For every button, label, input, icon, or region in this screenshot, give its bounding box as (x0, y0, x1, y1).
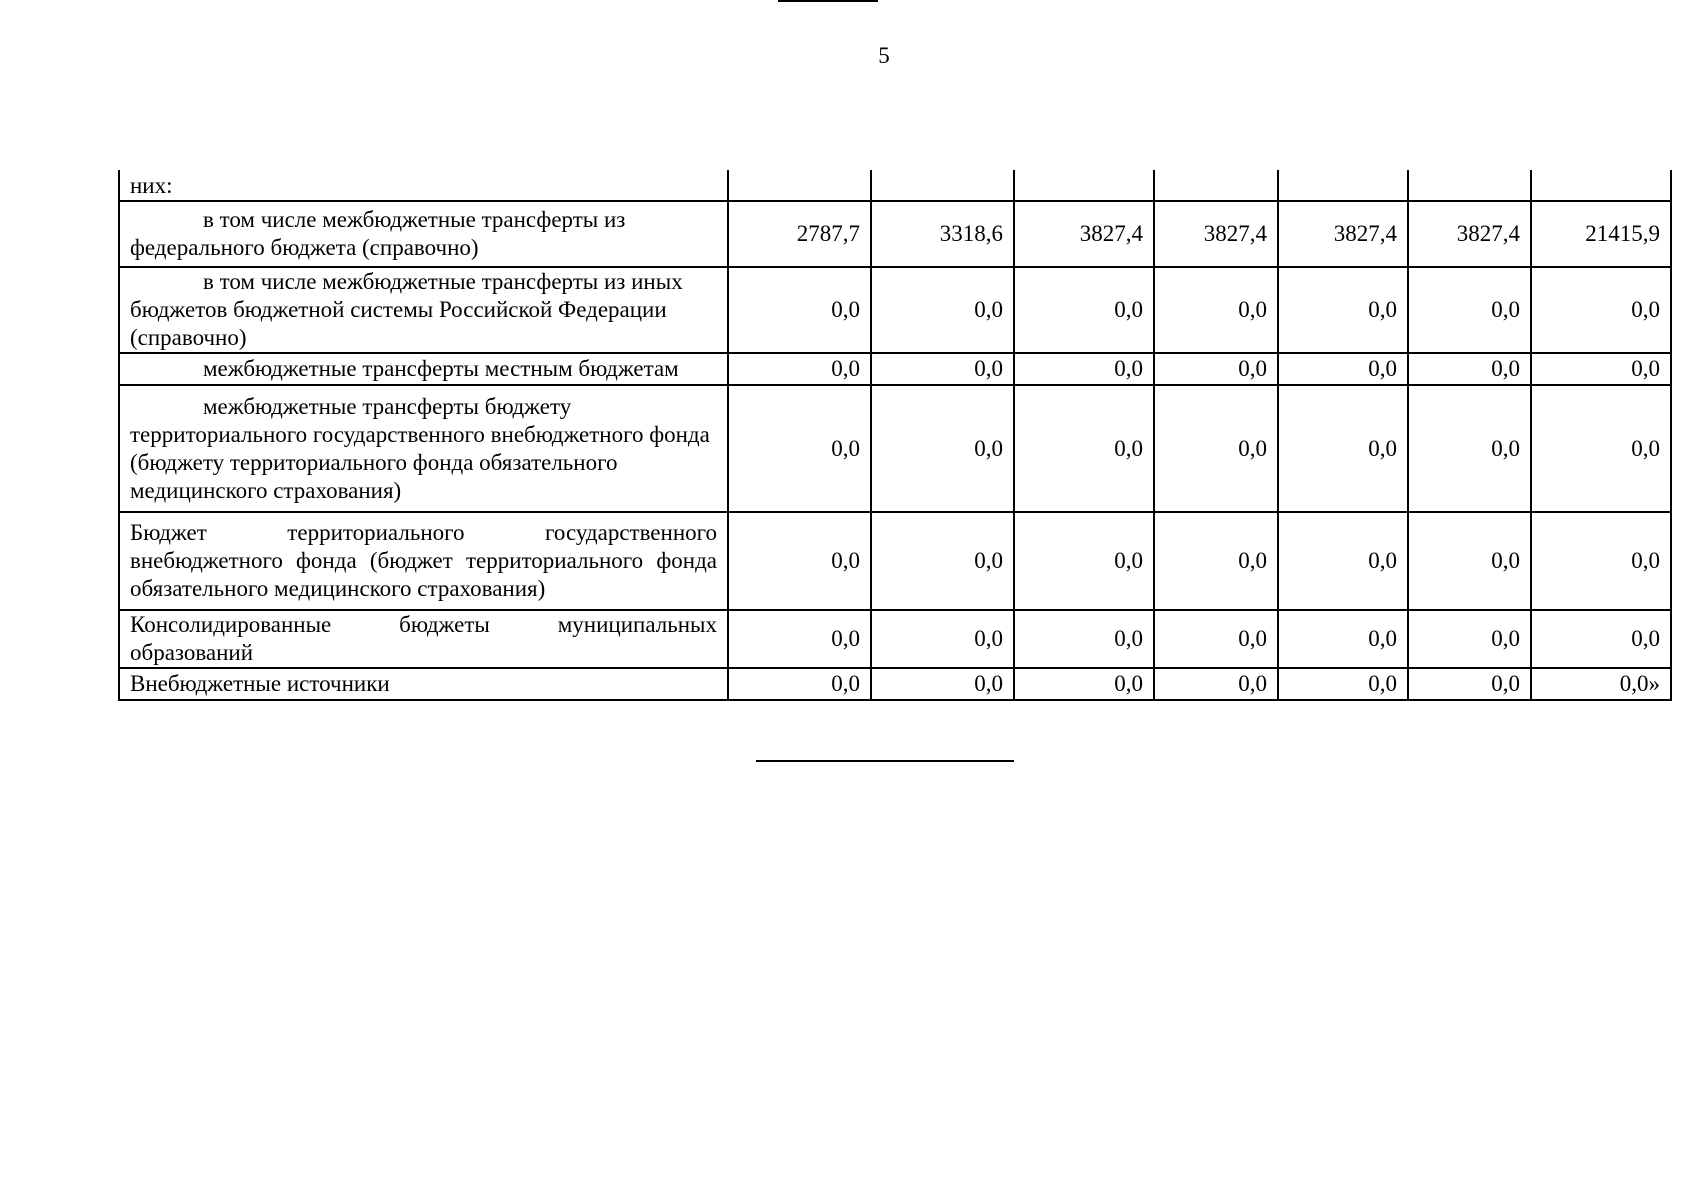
table-cell: 0,0 (1408, 267, 1531, 353)
table-cell: 0,0 (1278, 668, 1408, 700)
table-cell: 0,0 (871, 610, 1014, 668)
table-cell: 0,0 (1531, 267, 1671, 353)
table-cell: 0,0 (1154, 267, 1278, 353)
table-cell: 0,0 (728, 267, 871, 353)
table-cell (1278, 170, 1408, 201)
table-cell: 3827,4 (1014, 201, 1154, 267)
table-cell: 0,0 (1154, 668, 1278, 700)
table-cell: 0,0 (728, 353, 871, 385)
row-label: Консолидированные бюджеты муниципальных образований (119, 610, 728, 668)
table-cell: 0,0 (1154, 353, 1278, 385)
table-cell: 3318,6 (871, 201, 1014, 267)
table-cell: 0,0 (1014, 267, 1154, 353)
table-cell: 0,0 (728, 668, 871, 700)
row-label: межбюджетные трансферты бюджету территориального государственного внебюджетного фонда (бюджету территориального фонда обязательного медицинского страхования) (119, 385, 728, 512)
table-cell: 0,0 (1154, 512, 1278, 610)
table-cell: 0,0 (1014, 353, 1154, 385)
top-rule (778, 0, 878, 2)
table-cell: 0,0 (1408, 512, 1531, 610)
table-cell: 0,0 (728, 512, 871, 610)
table-row (119, 201, 1671, 267)
table-cell: 0,0 (1278, 267, 1408, 353)
table-cell (1014, 170, 1154, 201)
table-cell: 0,0 (1408, 385, 1531, 512)
table-cell: 0,0 (871, 512, 1014, 610)
table-row (119, 170, 1671, 201)
table-row (119, 385, 1671, 512)
table-row (119, 668, 1671, 700)
table-row (119, 610, 1671, 668)
table-cell: 0,0 (871, 385, 1014, 512)
table-cell: 0,0 (1014, 668, 1154, 700)
table-cell: 3827,4 (1278, 201, 1408, 267)
table-cell (871, 170, 1014, 201)
table-cell: 0,0 (1278, 353, 1408, 385)
table-cell: 0,0» (1531, 668, 1671, 700)
table-row (119, 512, 1671, 610)
row-label: в том числе межбюджетные трансферты из иных бюджетов бюджетной системы Российской Федерации (справочно) (119, 267, 728, 353)
table-cell: 0,0 (1531, 512, 1671, 610)
table-cell: 0,0 (871, 668, 1014, 700)
budget-table (118, 170, 1672, 701)
table-cell: 0,0 (1278, 385, 1408, 512)
table-cell: 3827,4 (1154, 201, 1278, 267)
table-cell: 0,0 (1531, 610, 1671, 668)
table-row (119, 353, 1671, 385)
table-cell: 0,0 (1408, 610, 1531, 668)
row-label: межбюджетные трансферты местным бюджетам (119, 353, 728, 385)
table-cell: 0,0 (871, 353, 1014, 385)
table-cell: 0,0 (1408, 668, 1531, 700)
table-cell: 3827,4 (1408, 201, 1531, 267)
table-cell: 0,0 (1014, 512, 1154, 610)
table-cell: 0,0 (1531, 385, 1671, 512)
table-cell: 0,0 (1014, 610, 1154, 668)
table-cell: 0,0 (1531, 353, 1671, 385)
row-label: них: (119, 170, 728, 201)
end-rule (756, 760, 1014, 762)
row-label: Бюджет территориального государственного внебюджетного фонда (бюджет территориального фонда обязательного медицинского страхования) (119, 512, 728, 610)
table-cell: 0,0 (871, 267, 1014, 353)
table-cell: 0,0 (1014, 385, 1154, 512)
table-row (119, 267, 1671, 353)
row-label: Внебюджетные источники (119, 668, 728, 700)
table-cell (1531, 170, 1671, 201)
table-cell: 0,0 (1278, 512, 1408, 610)
table-cell (728, 170, 871, 201)
table-cell: 0,0 (1278, 610, 1408, 668)
table-cell: 0,0 (1154, 610, 1278, 668)
table-cell: 21415,9 (1531, 201, 1671, 267)
table-cell: 0,0 (1154, 385, 1278, 512)
table-cell: 0,0 (728, 610, 871, 668)
row-label: в том числе межбюджетные трансферты из федерального бюджета (справочно) (119, 201, 728, 267)
table-cell: 0,0 (728, 385, 871, 512)
page-number: 5 (878, 43, 890, 68)
table-cell (1408, 170, 1531, 201)
table-cell: 2787,7 (728, 201, 871, 267)
table-cell: 0,0 (1408, 353, 1531, 385)
table-cell (1154, 170, 1278, 201)
